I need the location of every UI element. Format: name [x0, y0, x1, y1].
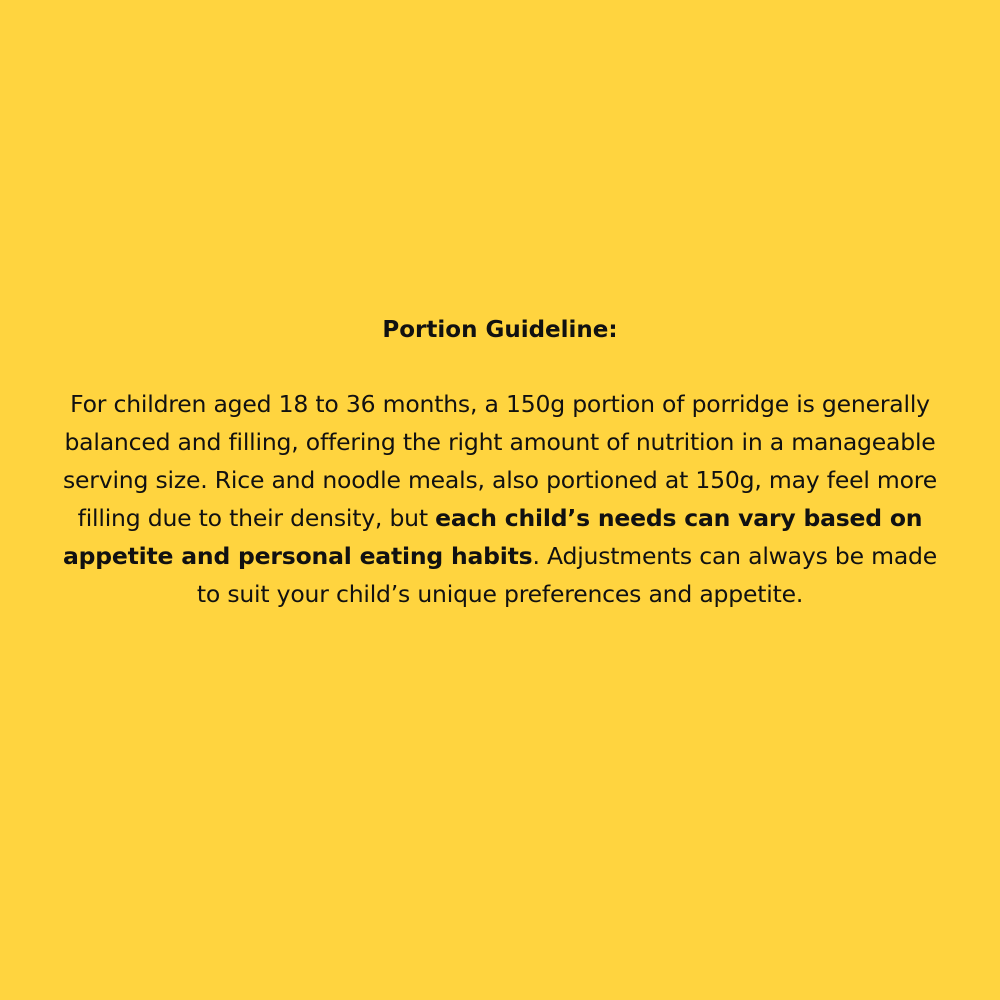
paragraph-emphasis: each child’s needs can vary based on appetite and personal eating habits: [62, 504, 923, 570]
paragraph-intro: For children aged 18 to 36 months, a 150g portion of porridge is generally balanced and filling, offering the right amount of nutrition in a manageable serving size. Rice and noodle meals, also portioned at 150g, may feel more filling due to their density, but: [62, 390, 938, 532]
paragraph-outro: . Adjustments can always be made to suit your child’s unique preferences and appetite.: [196, 542, 938, 608]
guideline-content: [58, 313, 942, 613]
guideline-paragraph: [58, 385, 942, 613]
page-title: Portion Guideline:: [382, 317, 618, 343]
